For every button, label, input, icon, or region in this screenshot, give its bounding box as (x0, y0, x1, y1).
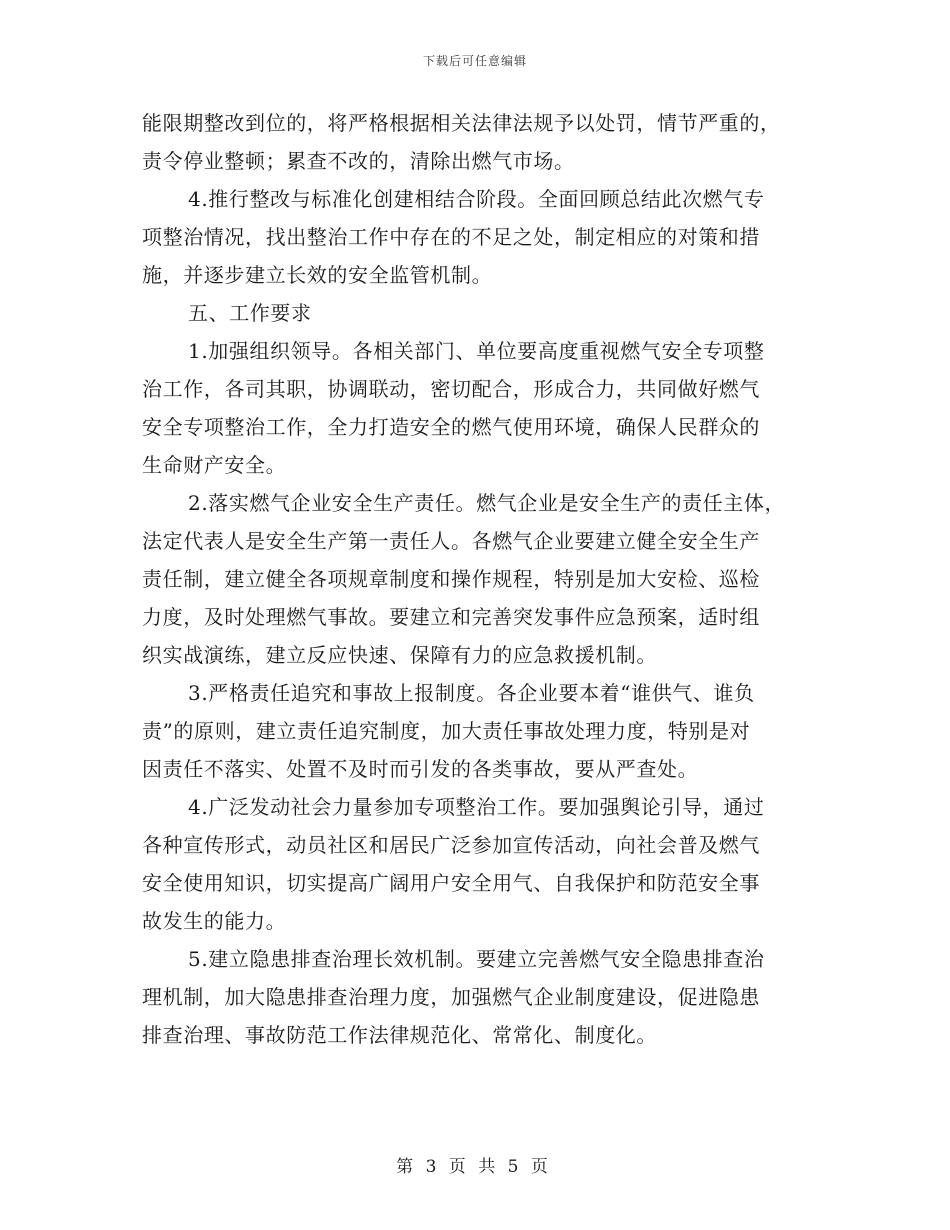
text-line: 力度，及时处理燃气事故。要建立和完善突发事件应急预案，适时组 (142, 605, 760, 629)
text-line: 责令停业整顿；累查不改的，清除出燃气市场。 (142, 149, 575, 173)
document-body (142, 104, 812, 1054)
text-line: 织实战演练，建立反应快速、保障有力的应急救援机制。 (142, 643, 657, 667)
footer-suffix: 页 (530, 1157, 549, 1177)
footer-current-page: 3 (425, 1157, 438, 1177)
text-line: 4.广泛发动社会力量参加专项整治工作。要加强舆论引导，通过 (188, 795, 765, 819)
text-line: 排查治理、事故防范工作法律规范化、常常化、制度化。 (142, 1023, 657, 1047)
footer-prefix: 第 (396, 1157, 415, 1177)
text-line: 各种宣传形式，动员社区和居民广泛参加宣传活动，向社会普及燃气 (142, 833, 760, 857)
text-line: 因责任不落实、处置不及时而引发的各类事故，要从严查处。 (142, 757, 699, 781)
text-line: 2.落实燃气企业安全生产责任。燃气企业是安全生产的责任主体， (188, 491, 786, 515)
text-line: 故发生的能力。 (142, 909, 287, 933)
text-line: 3.严格责任追究和事故上报制度。各企业要本着“谁供气、谁负 (188, 681, 755, 705)
text-line: 安全专项整治工作，全力打造安全的燃气使用环境，确保人民群众的 (142, 415, 760, 439)
text-line: 责任制，建立健全各项规章制度和操作规程，特别是加大安检、巡检 (142, 567, 760, 591)
header-note: 下载后可任意编辑 (422, 54, 527, 68)
footer-page-word: 页 (448, 1157, 467, 1177)
page-footer (0, 1152, 950, 1177)
text-line: 法定代表人是安全生产第一责任人。各燃气企业要建立健全安全生产 (142, 529, 760, 553)
text-line: 项整治情况，找出整治工作中存在的不足之处，制定相应的对策和措 (142, 225, 760, 249)
text-line: 生命财产安全。 (142, 453, 287, 477)
footer-total-pages: 5 (507, 1157, 520, 1177)
footer-total-word: 共 (478, 1157, 497, 1177)
text-line: 治工作，各司其职，协调联动，密切配合，形成合力，共同做好燃气 (142, 377, 760, 401)
text-line: 能限期整改到位的，将严格根据相关法律法规予以处罚，情节严重的， (142, 111, 781, 135)
text-line: 责”的原则，建立责任追究制度，加大责任事故处理力度，特别是对 (142, 719, 751, 743)
text-line: 理机制，加大隐患排查治理力度，加强燃气企业制度建设，促进隐患 (142, 985, 760, 1009)
text-line: 5.建立隐患排查治理长效机制。要建立完善燃气安全隐患排查治 (188, 947, 765, 971)
text-line: 施，并逐步建立长效的安全监管机制。 (142, 263, 493, 287)
text-line: 4.推行整改与标准化创建相结合阶段。全面回顾总结此次燃气专 (188, 187, 765, 211)
text-line: 1.加强组织领导。各相关部门、单位要高度重视燃气安全专项整 (188, 339, 765, 363)
text-line: 安全使用知识，切实提高广阔用户安全用气、自我保护和防范安全事 (142, 871, 760, 895)
text-line: 五、工作要求 (188, 301, 312, 325)
